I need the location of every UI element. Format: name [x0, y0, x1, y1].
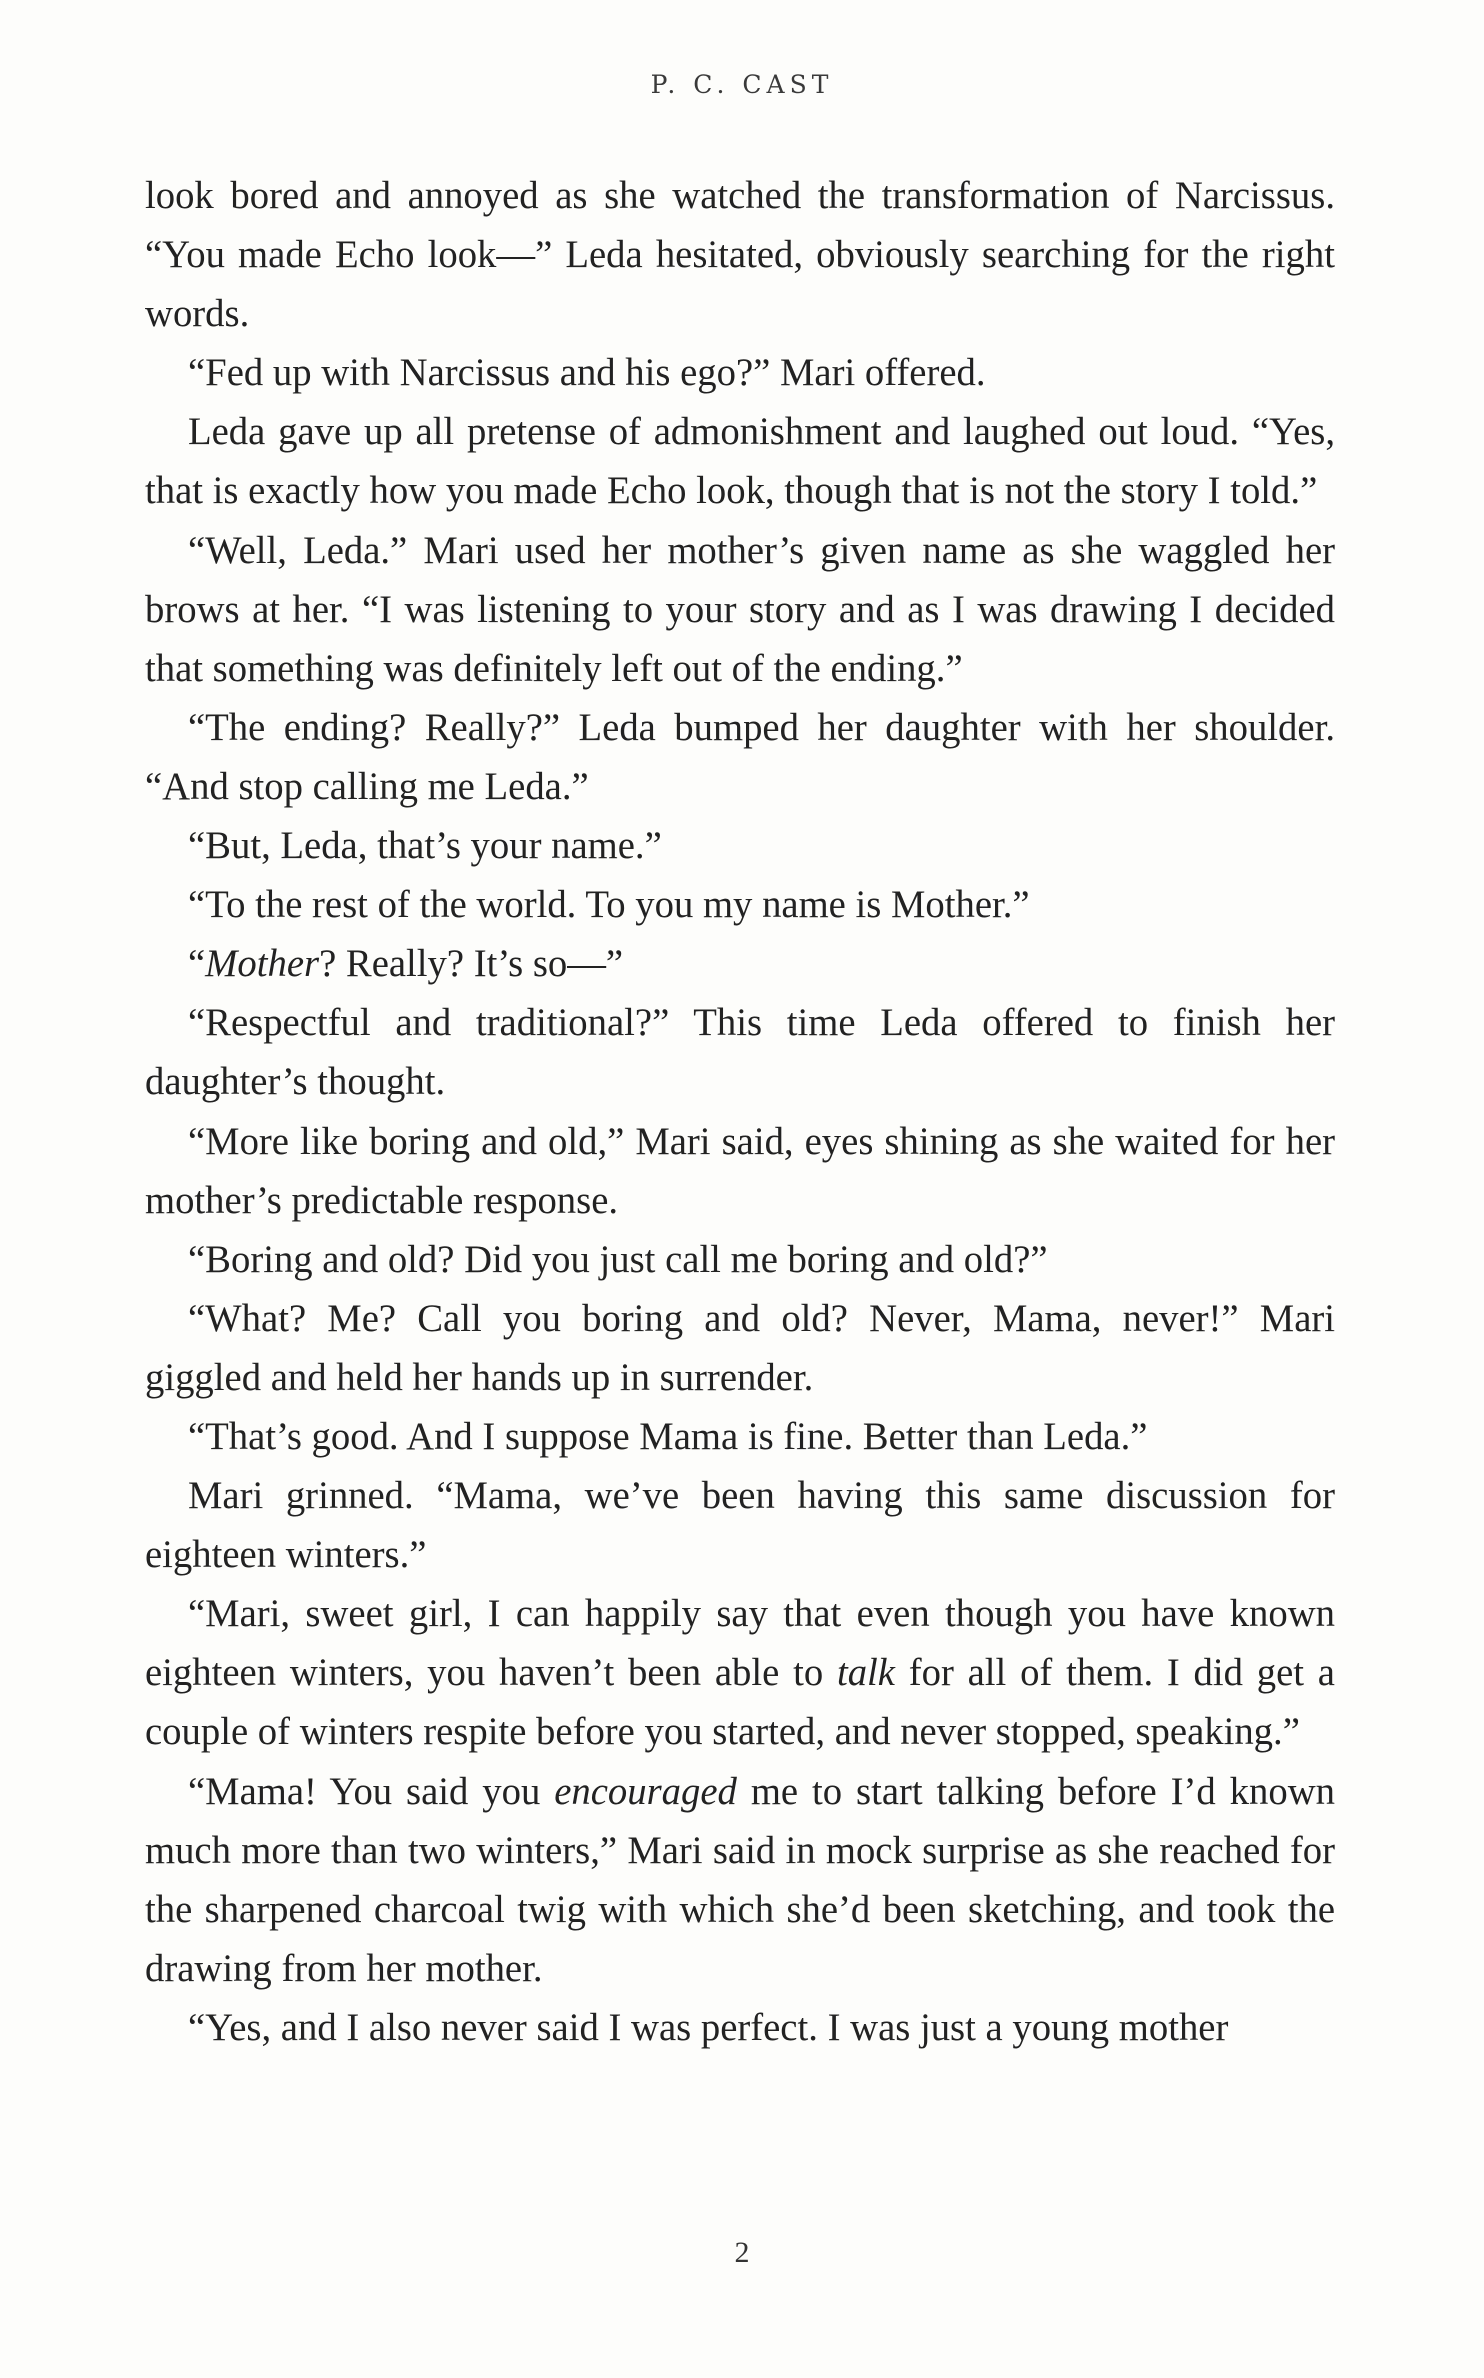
- paragraph: Leda gave up all pretense of admonishment and laughed out loud. “Yes, that is exactly how you made Echo look, though that is not the story I told.”: [145, 411, 1335, 513]
- paragraph: “Mari, sweet girl, I can happily say that even though you have known eighteen winters, you haven’t been able to talk for all of them. I did get a couple of winters respite before you started, and never stopped, speaking.”: [145, 1593, 1335, 1754]
- emphasis: encouraged: [554, 1770, 737, 1813]
- paragraph: “Well, Leda.” Mari used her mother’s given name as she waggled her brows at her. “I was listening to your story and as I was drawing I decided that something was definitely left out of the ending.”: [145, 529, 1335, 690]
- paragraph: “Fed up with Narcissus and his ego?” Mari offered.: [188, 352, 986, 395]
- paragraph: “What? Me? Call you boring and old? Never, Mama, never!” Mari giggled and held her hands up in surrender.: [145, 1297, 1335, 1399]
- paragraph: “Mother? Really? It’s so—”: [188, 943, 624, 986]
- paragraph: Mari grinned. “Mama, we’ve been having this same discussion for eighteen winters.”: [145, 1475, 1335, 1577]
- paragraph: “Respectful and traditional?” This time Leda offered to finish her daughter’s thought.: [145, 1002, 1335, 1104]
- paragraph: “That’s good. And I suppose Mama is fine. Better than Leda.”: [188, 1415, 1148, 1458]
- paragraph: look bored and annoyed as she watched the transformation of Narcissus. “You made Echo look—” Leda hesitated, obviously searching for the right words.: [145, 175, 1335, 336]
- paragraph: “The ending? Really?” Leda bumped her daughter with her shoulder. “And stop calling me Leda.”: [145, 706, 1335, 808]
- paragraph: “Yes, and I also never said I was perfect. I was just a young mother: [188, 2006, 1229, 2049]
- body-text: [145, 167, 1335, 2058]
- paragraph: “To the rest of the world. To you my name is Mother.”: [188, 884, 1030, 927]
- emphasis: Mother: [205, 943, 320, 986]
- running-head-author: P. C. CAST: [650, 70, 834, 99]
- emphasis: talk: [836, 1652, 895, 1695]
- paragraph: “Mama! You said you encouraged me to start talking before I’d known much more than two winters,” Mari said in mock surprise as she reached for the sharpened charcoal twig with which she’d been sketching, and took the drawing from her mother.: [145, 1770, 1335, 1990]
- paragraph: “But, Leda, that’s your name.”: [188, 825, 662, 868]
- paragraph: “Boring and old? Did you just call me boring and old?”: [188, 1238, 1048, 1281]
- paragraph: “More like boring and old,” Mari said, eyes shining as she waited for her mother’s predictable response.: [145, 1120, 1335, 1222]
- page-number: 2: [734, 2236, 750, 2269]
